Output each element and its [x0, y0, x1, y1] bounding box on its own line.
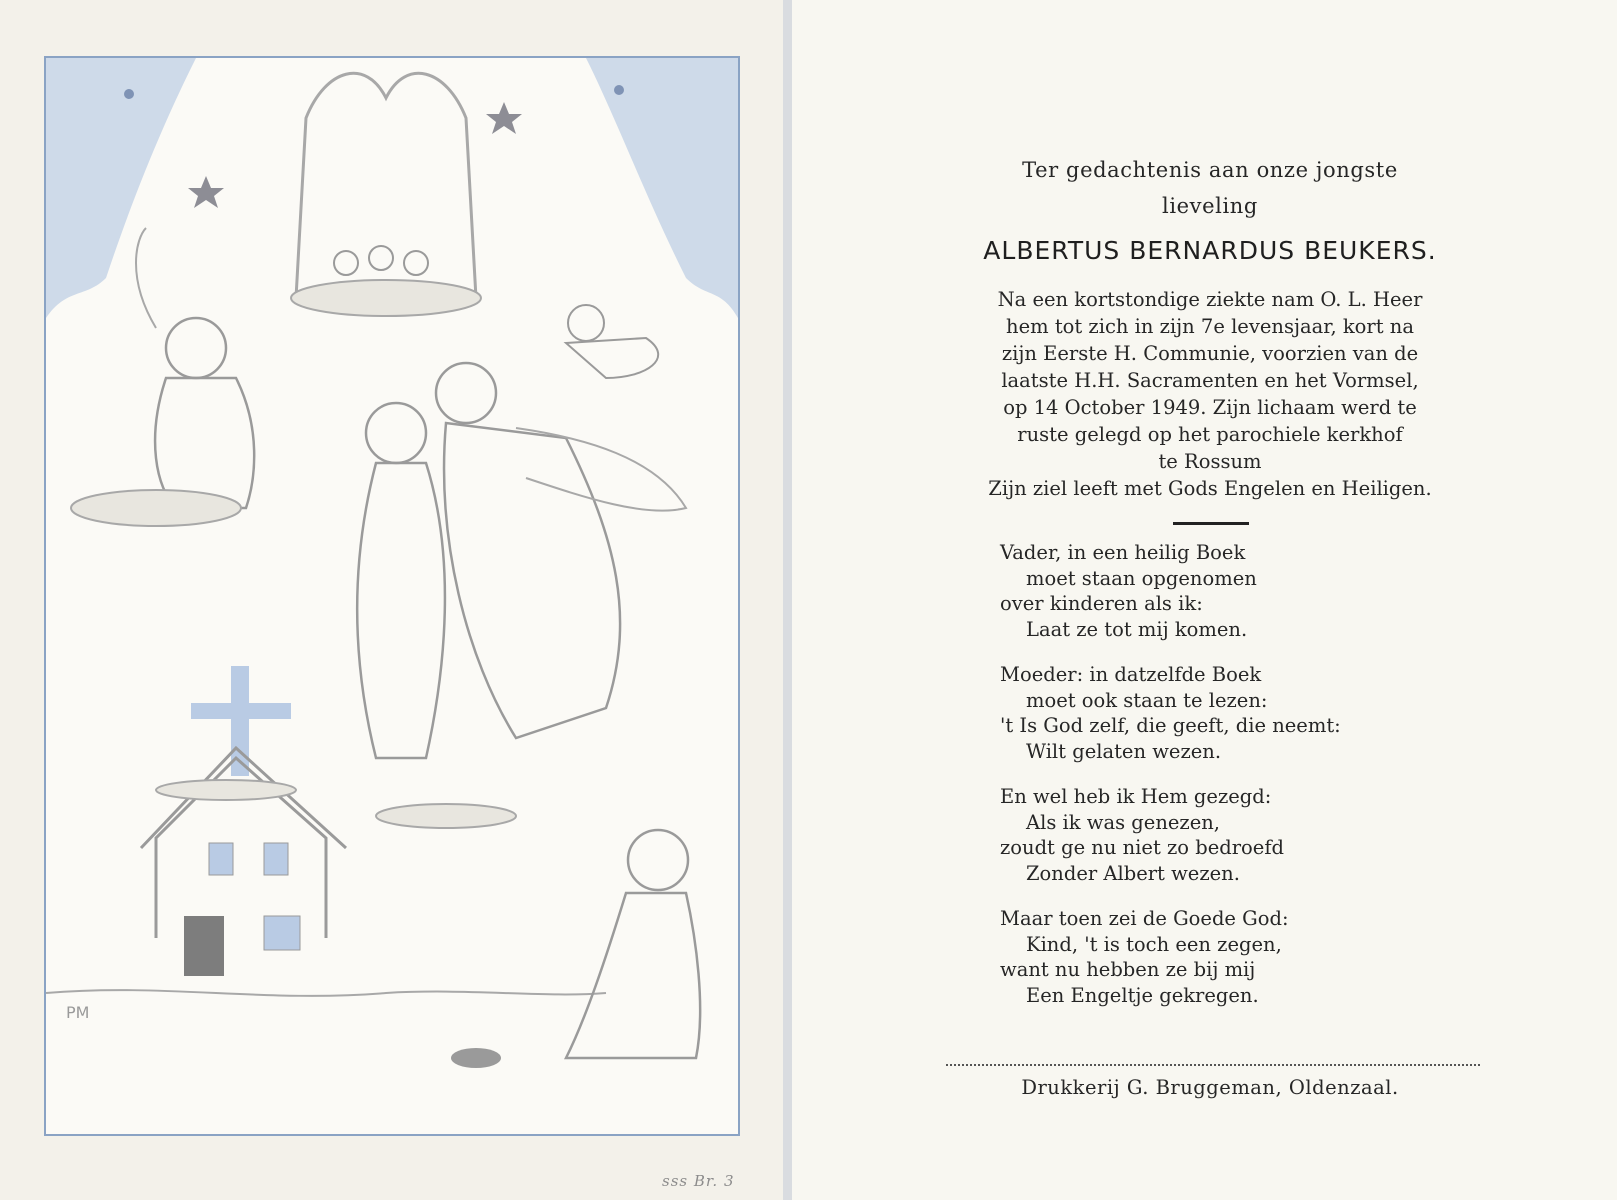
poem-line: over kinderen als ik:: [1000, 592, 1203, 615]
left-curtain: [46, 58, 196, 318]
dedication-line: lieveling: [1162, 194, 1258, 218]
poem-line: Vader, in een heilig Boek: [1000, 541, 1246, 564]
printer-credit: Drukkerij G. Bruggeman, Oldenzaal.: [1021, 1076, 1399, 1099]
church-window: [264, 843, 288, 875]
child-body: [566, 893, 700, 1058]
dot-icon: [614, 85, 624, 95]
poem-line: Laat ze tot mij komen.: [1026, 617, 1248, 641]
poem-stanza: [1000, 662, 1480, 764]
bio-line: Zijn ziel leeft met Gods Engelen en Heiligen.: [988, 477, 1432, 500]
bio-line: te Rossum: [1158, 450, 1262, 473]
poem-line: Moeder: in datzelfde Boek: [1000, 663, 1262, 686]
small-angel: [334, 251, 358, 275]
card-edge: [783, 0, 792, 1200]
poem-line: En wel heb ik Hem gezegd:: [1000, 785, 1272, 808]
church-window: [209, 843, 233, 875]
poem-line: zoudt ge nu niet zo bedroefd: [1000, 836, 1285, 859]
illustration-drawing: [46, 58, 738, 1134]
poem-line: Een Engeltje gekregen.: [1026, 983, 1259, 1007]
poem-line: want nu hebben ze bij mij: [1000, 958, 1256, 981]
poem-line: moet staan opgenomen: [1026, 566, 1257, 590]
angel-wing: [136, 228, 156, 328]
child-head: [628, 830, 688, 890]
dedication-line: Ter gedachtenis aan onze jongste: [1022, 158, 1398, 182]
bio-line: hem tot zich in zijn 7e levensjaar, kort na: [1006, 315, 1414, 338]
poem-line: Zonder Albert wezen.: [1026, 861, 1240, 885]
bio-line: ruste gelegd op het parochiele kerkhof: [1017, 423, 1403, 446]
angel-illustration: [44, 56, 740, 1136]
sitting-angel-head: [166, 318, 226, 378]
poem-line: 't Is God zelf, die geeft, die neemt:: [1000, 714, 1341, 737]
poem-stanza: [1000, 784, 1480, 886]
biography: [940, 286, 1480, 502]
small-angel: [404, 251, 428, 275]
church-window: [264, 916, 300, 950]
church-cross-bar: [191, 703, 291, 719]
cloud: [376, 804, 516, 828]
small-angel: [369, 246, 393, 270]
angel-body: [444, 423, 620, 738]
boy-head: [366, 403, 426, 463]
cloud: [291, 280, 481, 316]
poem-line: Kind, 't is toch een zegen,: [1026, 932, 1282, 956]
star-icon: [188, 176, 224, 208]
angel-head: [436, 363, 496, 423]
ground: [46, 990, 606, 996]
dedication: [960, 152, 1460, 224]
sitting-angel-body: [155, 378, 254, 508]
corner-note: sss Br. 3: [662, 1172, 735, 1190]
poem-line: Wilt gelaten wezen.: [1026, 739, 1222, 763]
poem-line: Maar toen zei de Goede God:: [1000, 907, 1289, 930]
deceased-name: ALBERTUS BERNARDUS BEUKERS.: [983, 236, 1437, 265]
bio-line: op 14 October 1949. Zijn lichaam werd te: [1003, 396, 1417, 419]
poem-line: Als ik was genezen,: [1026, 810, 1220, 834]
gothic-arch: [296, 73, 476, 298]
dot-icon: [124, 89, 134, 99]
right-curtain: [586, 58, 738, 318]
bio-line: laatste H.H. Sacramenten en het Vormsel,: [1001, 369, 1419, 392]
angel-wing: [516, 428, 686, 511]
bio-line: zijn Eerste H. Communie, voorzien van de: [1001, 342, 1419, 365]
bio-line: Na een kortstondige ziekte nam O. L. Heer: [997, 288, 1423, 311]
child-shoe: [451, 1048, 501, 1068]
poem: [1000, 540, 1480, 1028]
poem-line: moet ook staan te lezen:: [1026, 688, 1268, 712]
cloud: [71, 490, 241, 526]
dotted-separator: [946, 1064, 1480, 1066]
boy-body: [357, 463, 445, 758]
flying-angel-body: [566, 338, 658, 378]
artist-monogram: PM: [66, 1003, 90, 1022]
poem-stanza: [1000, 906, 1480, 1008]
star-icon: [486, 102, 522, 134]
flying-angel: [568, 305, 604, 341]
church-door: [184, 916, 224, 976]
illustration-card: [0, 0, 792, 1200]
poem-stanza: [1000, 540, 1480, 642]
cloud: [156, 780, 296, 800]
divider-rule: [1173, 522, 1249, 525]
